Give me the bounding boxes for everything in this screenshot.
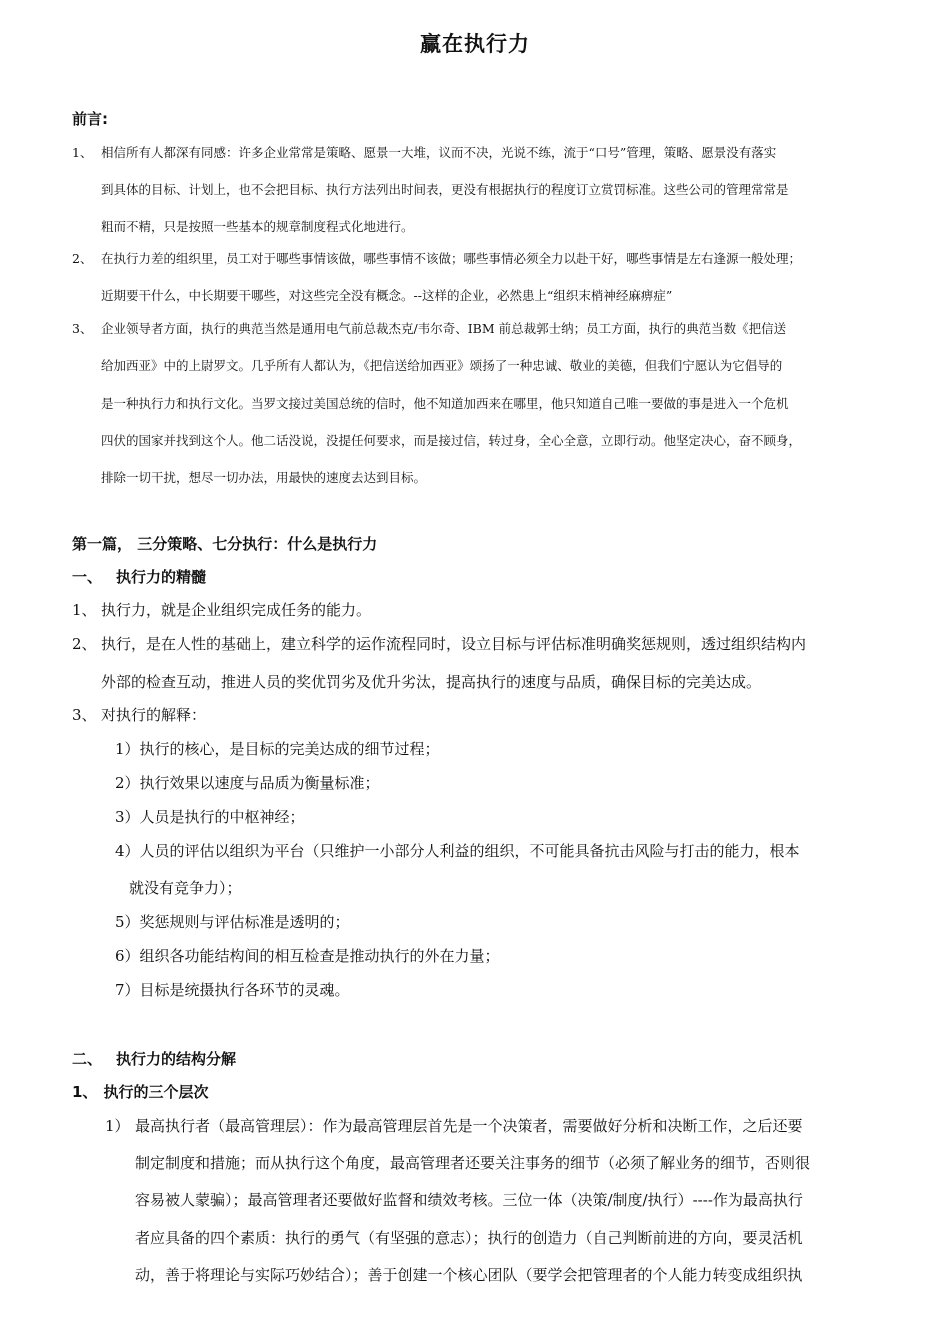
- item-line: 最高执行者（最高管理层）：作为最高管理层首先是一个决策者，需要做好分析和决断工作，之后还要: [135, 1117, 803, 1135]
- item-number: 3、: [72, 321, 93, 336]
- section-title: 执行力的精髓: [116, 568, 207, 586]
- sublist-item: 5）奖惩规则与评估标准是透明的；: [115, 913, 350, 931]
- sublist-item: 1）执行的核心，是目标的完美达成的细节过程；: [115, 740, 440, 758]
- item-number: 1、: [72, 145, 93, 160]
- sublist-item: 7）目标是统摄执行各环节的灵魂。: [115, 981, 350, 999]
- subsection-number: 1、: [72, 1083, 98, 1101]
- sublist-item: 4）人员的评估以组织为平台（只维护一小部分人利益的组织，不可能具备抗击风险与打击的能力，根本: [115, 842, 800, 860]
- item-line: 近期要干什么，中长期要干哪些，对这些完全没有概念。--这样的企业，必然患上“组织末梢神经麻痹症”: [101, 288, 673, 303]
- subsection-title: 执行的三个层次: [103, 1083, 209, 1101]
- item-line: 外部的检查互动，推进人员的奖优罚劣及优升劣汰，提高执行的速度与品质，确保目标的完美达成。: [101, 673, 762, 691]
- item-line: 到具体的目标、计划上，也不会把目标、执行方法列出时间表，更没有根据执行的程度订立赏罚标准。这些公司的管理常常是: [101, 182, 789, 197]
- section-number: 一、: [72, 568, 103, 586]
- section-number: 二、: [72, 1050, 103, 1068]
- sublist-item: 3）人员是执行的中枢神经；: [115, 808, 305, 826]
- item-line: 执行，是在人性的基础上，建立科学的运作流程同时，设立目标与评估标准明确奖惩规则，透过组织结构内: [101, 635, 807, 653]
- section-title: 执行力的结构分解: [116, 1050, 237, 1068]
- item-line: 排除一切干扰，想尽一切办法，用最快的速度去达到目标。: [101, 470, 427, 485]
- item-line: 相信所有人都深有同感：许多企业常常是策略、愿景一大堆，议而不决，光说不练，流于“口号”管理，策略、愿景没有落实: [101, 145, 777, 160]
- item-line: 是一种执行力和执行文化。当罗文接过美国总统的信时，他不知道加西来在哪里，他只知道自己唯一要做的事是进入一个危机: [101, 396, 789, 411]
- section2-heading: [72, 1048, 236, 1069]
- section1-heading: [72, 566, 206, 587]
- part1-heading: 第一篇， 三分策略、七分执行：什么是执行力: [72, 535, 378, 553]
- document-title: 赢在执行力: [420, 32, 530, 56]
- preface-heading: 前言:: [72, 110, 108, 128]
- item-line: 执行力，就是企业组织完成任务的能力。: [101, 601, 372, 619]
- item-number: 1）: [105, 1117, 130, 1135]
- item-line: 动，善于将理论与实际巧妙结合）；善于创建一个核心团队（要学会把管理者的个人能力转变成组织执: [135, 1266, 803, 1284]
- item-number: 2、: [72, 251, 93, 266]
- item-number: 3、: [72, 706, 97, 724]
- sublist-item-continuation: 就没有竞争力）；: [129, 879, 242, 897]
- sublist-item: 6）组织各功能结构间的相互检查是推动执行的外在力量；: [115, 947, 500, 965]
- item-number: 1、: [72, 601, 97, 619]
- item-line: 企业领导者方面，执行的典范当然是通用电气前总裁杰克/韦尔奇、IBM 前总裁郭士纳；员工方面，执行的典范当数《把信送: [101, 321, 787, 336]
- item-line: 者应具备的四个素质：执行的勇气（有坚强的意志）；执行的创造力（自己判断前进的方向，要灵活机: [135, 1229, 803, 1247]
- item-line: 粗而不精，只是按照一些基本的规章制度程式化地进行。: [101, 219, 414, 234]
- sublist-item: 2）执行效果以速度与品质为衡量标准；: [115, 774, 380, 792]
- item-line: 在执行力差的组织里，员工对于哪些事情该做，哪些事情不该做；哪些事情必须全力以赴干好，哪些事情是左右逢源一般处理；: [101, 251, 802, 266]
- item-number: 2、: [72, 635, 97, 653]
- item-line: 四伏的国家并找到这个人。他二话没说，没提任何要求，而是接过信，转过身，全心全意，立即行动。他坚定决心，奋不顾身，: [101, 433, 802, 448]
- subsection-heading: [72, 1081, 208, 1102]
- item-line: 对执行的解释：: [101, 706, 207, 724]
- item-line: 制定制度和措施；而从执行这个角度，最高管理者还要关注事务的细节（必须了解业务的细节，否则很: [135, 1154, 811, 1172]
- item-line: 给加西亚》中的上尉罗文。几乎所有人都认为，《把信送给加西亚》颂扬了一种忠诚、敬业的美德，但我们宁愿认为它倡导的: [101, 358, 783, 373]
- item-line: 容易被人蒙骗）；最高管理者还要做好监督和绩效考核。三位一体（决策/制度/执行）----作为最高执行: [135, 1191, 803, 1209]
